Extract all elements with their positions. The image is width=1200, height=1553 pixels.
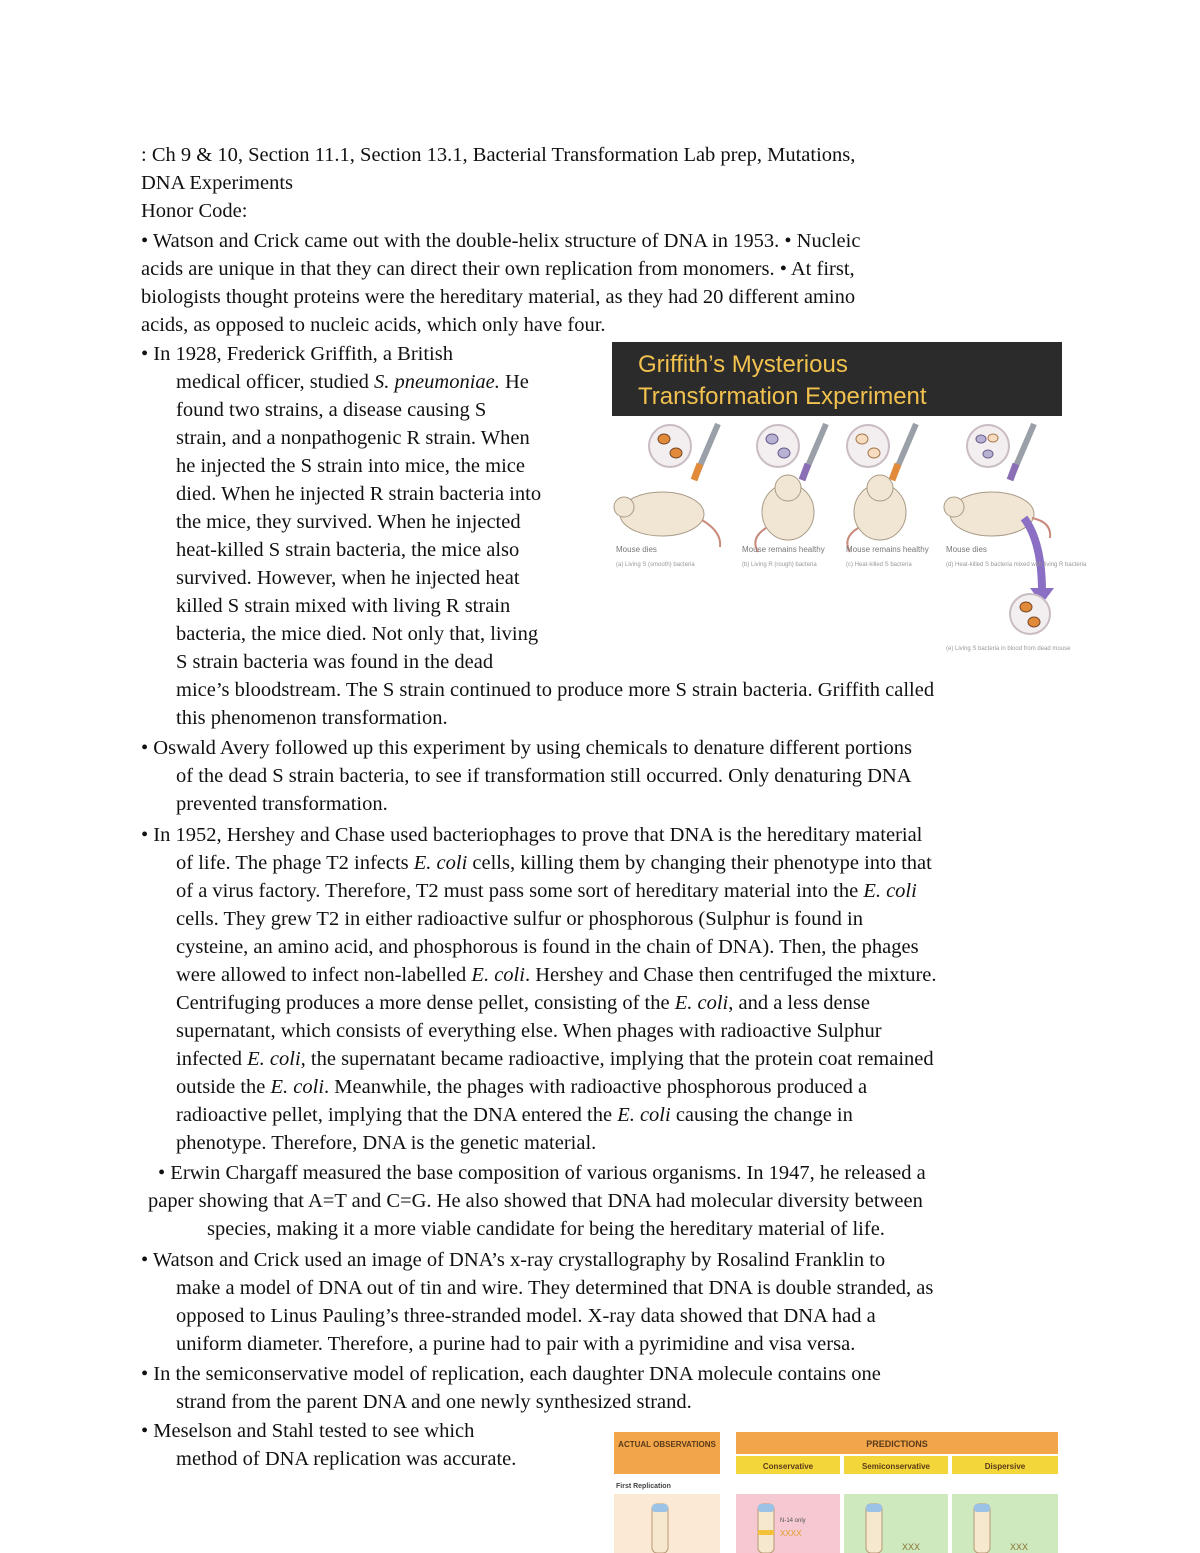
hershey-line: infected E. coli, the supernatant became radioactive, implying that the protein coat remained: [176, 1048, 934, 1070]
griffith-line: found two strains, a disease causing S: [176, 399, 487, 421]
griffith-line: mice’s bloodstream. The S strain continued to produce more S strain bacteria. Griffith called: [176, 679, 935, 701]
chargaff-line: paper showing that A=T and C=G. He also showed that DNA had molecular diversity between: [148, 1190, 923, 1212]
griffith-line: the mice, they survived. When he injected: [176, 511, 521, 533]
column-label: Dispersive: [984, 1462, 1026, 1471]
actual-observations-label: ACTUAL OBSERVATIONS: [618, 1440, 716, 1449]
avery-line: of the dead S strain bacteria, to see if transformation still occurred. Only denaturing DNA: [176, 765, 912, 787]
intro-line: acids, as opposed to nucleic acids, which only have four.: [141, 314, 606, 336]
avery-line: • Oswald Avery followed up this experiment by using chemicals to denature different portions: [141, 737, 913, 759]
griffith-line: S strain bacteria was found in the dead: [176, 651, 494, 673]
hershey-line: phenotype. Therefore, DNA is the genetic material.: [176, 1132, 597, 1154]
n14-label: N-14 only: [780, 1518, 806, 1524]
intro-line: • Watson and Crick came out with the double-helix structure of DNA in 1953. • Nucleic: [141, 230, 861, 252]
watson-line: uniform diameter. Therefore, a purine had to pair with a pyrimidine and visa versa.: [176, 1333, 856, 1355]
meselson-line: • Meselson and Stahl tested to see which: [141, 1420, 475, 1442]
griffith-line: this phenomenon transformation.: [176, 707, 448, 729]
header-line-1: : Ch 9 & 10, Section 11.1, Section 13.1, Bacterial Transformation Lab prep, Mutations,: [141, 144, 856, 166]
test-tube-icon: [866, 1504, 882, 1553]
griffith-figure: [612, 342, 1087, 668]
griffith-line: heat-killed S strain bacteria, the mice also: [176, 539, 520, 561]
panel-label: Mouse remains healthy: [742, 545, 825, 554]
species-name: S. pneumoniae.: [374, 371, 500, 393]
panel-label: Mouse dies: [946, 545, 987, 554]
first-replication-label: First Replication: [616, 1483, 671, 1490]
panel-caption: (b) Living R (rough) bacteria: [742, 562, 817, 568]
dna-strand-icon: XXX: [902, 1543, 921, 1553]
hershey-line: cysteine, an amino acid, and phosphorous is found in the chain of DNA). Then, the phages: [176, 936, 919, 958]
watson-line: opposed to Linus Pauling’s three-stranded model. X-ray data showed that DNA had a: [176, 1305, 876, 1327]
griffith-line: died. When he injected R strain bacteria into: [176, 483, 542, 505]
hershey-line: of life. The phage T2 infects E. coli cells, killing them by changing their phenotype into that: [176, 852, 932, 874]
hershey-line: Centrifuging produces a more dense pellet, consisting of the E. coli, and a less dense: [176, 992, 870, 1014]
test-tube-icon: [758, 1504, 774, 1553]
dna-strand-icon: XXX: [1010, 1543, 1029, 1553]
figure-title: Griffith’s Mysterious: [638, 351, 848, 378]
dna-strand-icon: XXXX: [780, 1529, 802, 1539]
test-tube-icon: [974, 1504, 990, 1553]
chargaff-line: species, making it a more viable candidate for being the hereditary material of life.: [207, 1218, 885, 1240]
griffith-line: survived. However, when he injected heat: [176, 567, 520, 589]
panel-caption: (a) Living S (smooth) bacteria: [616, 562, 695, 568]
hershey-line: were allowed to infect non-labelled E. coli. Hershey and Chase then centrifuged the mixture.: [176, 964, 937, 986]
intro-line: acids are unique in that they can direct their own replication from monomers. • At first,: [141, 258, 855, 280]
semicons-line: • In the semiconservative model of replication, each daughter DNA molecule contains one: [141, 1363, 881, 1385]
meselson-figure: [612, 1430, 1062, 1553]
intro-line: biologists thought proteins were the hereditary material, as they had 20 different amino: [141, 286, 856, 308]
header-line-2: DNA Experiments: [141, 172, 294, 194]
panel-caption: (e) Living S bacteria in blood from dead mouse: [946, 646, 1071, 652]
honor-code-label: Honor Code:: [141, 200, 248, 222]
griffith-line: killed S strain mixed with living R strain: [176, 595, 511, 617]
panel-label: Mouse dies: [616, 545, 657, 554]
hershey-line: of a virus factory. Therefore, T2 must pass some sort of hereditary material into the E. coli: [176, 880, 917, 902]
test-tube-icon: [652, 1504, 668, 1553]
avery-line: prevented transformation.: [176, 793, 388, 815]
predictions-label: PREDICTIONS: [866, 1439, 928, 1449]
hershey-line: • In 1952, Hershey and Chase used bacteriophages to prove that DNA is the hereditary material: [141, 824, 923, 846]
griffith-line: • In 1928, Frederick Griffith, a British: [141, 343, 453, 365]
griffith-line: bacteria, the mice died. Not only that, living: [176, 623, 539, 645]
figure-title: Transformation Experiment: [638, 383, 927, 410]
griffith-line: medical officer, studied S. pneumoniae. He: [176, 371, 529, 393]
hershey-line: cells. They grew T2 in either radioactive sulfur or phosphorous (Sulphur is found in: [176, 908, 864, 930]
griffith-line: he injected the S strain into mice, the mice: [176, 455, 525, 477]
panel-label: Mouse remains healthy: [846, 545, 929, 554]
column-label: Semiconservative: [861, 1462, 931, 1471]
mouse-icon: [950, 492, 1034, 536]
column-label: Conservative: [762, 1462, 814, 1471]
hershey-line: radioactive pellet, implying that the DNA entered the E. coli causing the change in: [176, 1104, 853, 1126]
panel-caption: (c) Heat-killed S bacteria: [846, 562, 912, 568]
chargaff-line: • Erwin Chargaff measured the base composition of various organisms. In 1947, he released a: [158, 1162, 926, 1184]
semicons-line: strand from the parent DNA and one newly synthesized strand.: [176, 1391, 692, 1413]
mouse-icon: [620, 492, 704, 536]
griffith-line: strain, and a nonpathogenic R strain. When: [176, 427, 530, 449]
panel-caption: (d) Heat-killed S bacteria mixed with living R bacteria: [946, 562, 1087, 568]
hershey-line: outside the E. coli. Meanwhile, the phages with radioactive phosphorous produced a: [176, 1076, 868, 1098]
hershey-line: supernatant, which consists of everything else. When phages with radioactive Sulphur: [176, 1020, 882, 1042]
meselson-line: method of DNA replication was accurate.: [176, 1448, 517, 1470]
watson-line: make a model of DNA out of tin and wire. They determined that DNA is double stranded, as: [176, 1277, 934, 1299]
watson-line: • Watson and Crick used an image of DNA’s x-ray crystallography by Rosalind Franklin to: [141, 1249, 886, 1271]
